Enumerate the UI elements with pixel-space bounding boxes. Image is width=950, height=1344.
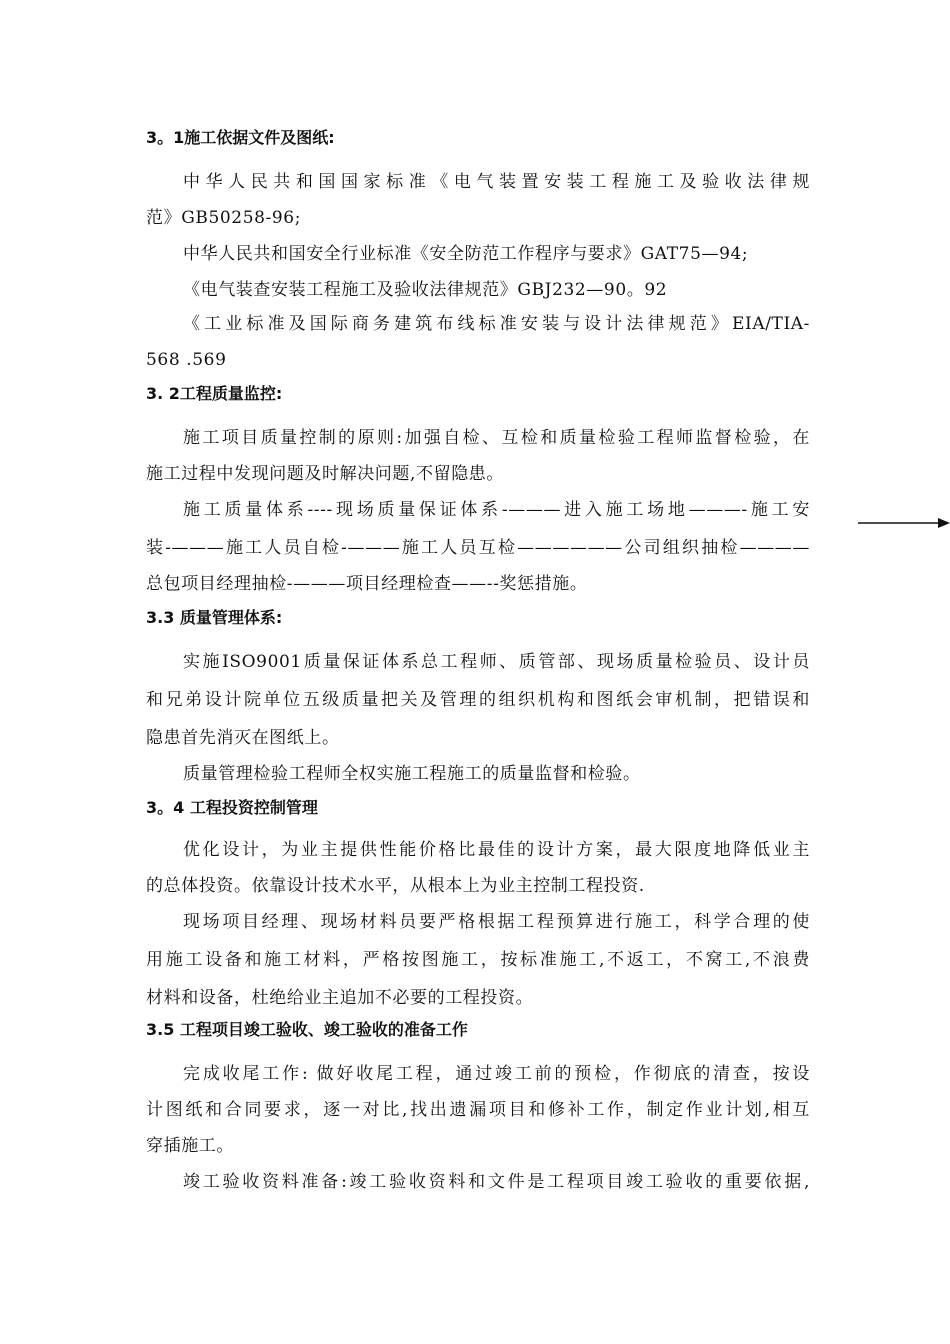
- section-heading-3-3: 3.3 质量管理体系:: [146, 608, 283, 627]
- paragraph-line: 完成收尾工作: 做好收尾工程，通过竣工前的预检，作彻底的清查，按设: [183, 1064, 810, 1084]
- paragraph-line: 计图纸和合同要求，逐一对比,找出遗漏项目和修补工作，制定作业计划,相互: [146, 1100, 810, 1120]
- paragraph-line: 施工质量体系----现场质量保证体系-———进入施工场地———-施工安: [183, 500, 810, 520]
- paragraph-line: 穿插施工。: [146, 1136, 234, 1156]
- paragraph-line: 的总体投资。依靠设计技术水平，从根本上为业主控制工程投资.: [146, 876, 645, 896]
- paragraph-line: 实施ISO9001质量保证体系总工程师、质管部、现场质量检验员、设计员: [183, 652, 810, 672]
- paragraph-line: 优化设计，为业主提供性能价格比最佳的设计方案，最大限度地降低业主: [183, 840, 810, 860]
- paragraph-line: 568 .569: [146, 350, 227, 370]
- section-heading-3-1: 3。1施工依据文件及图纸:: [146, 128, 335, 147]
- paragraph-line: 竣工验收资料准备:竣工验收资料和文件是工程项目竣工验收的重要依据,: [183, 1172, 810, 1192]
- paragraph-line: 中华人民共和国安全行业标准《安全防范工作程序与要求》GAT75—94;: [183, 244, 749, 264]
- paragraph-line: 质量管理检验工程师全权实施工程施工的质量监督和检验。: [183, 764, 641, 784]
- section-heading-3-2: 3. 2工程质量监控:: [146, 384, 283, 403]
- paragraph-line: 施工项目质量控制的原则:加强自检、互检和质量检验工程师监督检验，在: [183, 428, 810, 448]
- paragraph-line: 材料和设备，杜绝给业主追加不必要的工程投资。: [146, 988, 534, 1008]
- paragraph-line: 施工过程中发现问题及时解决问题,不留隐患。: [146, 464, 505, 484]
- paragraph-line: 隐患首先消灭在图纸上。: [146, 728, 340, 748]
- paragraph-line: 《工业标准及国际商务建筑布线标准安装与设计法律规范》EIA/TIA-: [183, 314, 810, 334]
- section-heading-3-5: 3.5 工程项目竣工验收、竣工验收的准备工作: [146, 1020, 468, 1039]
- paragraph-line: 和兄弟设计院单位五级质量把关及管理的组织机构和图纸会审机制，把错误和: [146, 690, 810, 710]
- paragraph-line: 《电气装查安装工程施工及验收法律规范》GBJ232—90。92: [183, 280, 668, 300]
- paragraph-line: 总包项目经理抽检-———项目经理检查——--奖惩措施。: [146, 574, 588, 594]
- paragraph-line: 装-———施工人员自检-———施工人员互检——————公司组织抽检————: [146, 538, 810, 558]
- paragraph-line: 中华人民共和国国家标准《电气装置安装工程施工及验收法律规: [183, 172, 810, 192]
- paragraph-line: 范》GB50258-96;: [146, 208, 302, 228]
- paragraph-line: 用施工设备和施工材料，严格按图施工，按标准施工,不返工，不窝工,不浪费: [146, 950, 810, 970]
- paragraph-line: 现场项目经理、现场材料员要严格根据工程预算进行施工，科学合理的使: [183, 912, 810, 932]
- section-heading-3-4: 3。4 工程投资控制管理: [146, 798, 318, 817]
- right-arrow-icon: [858, 516, 950, 530]
